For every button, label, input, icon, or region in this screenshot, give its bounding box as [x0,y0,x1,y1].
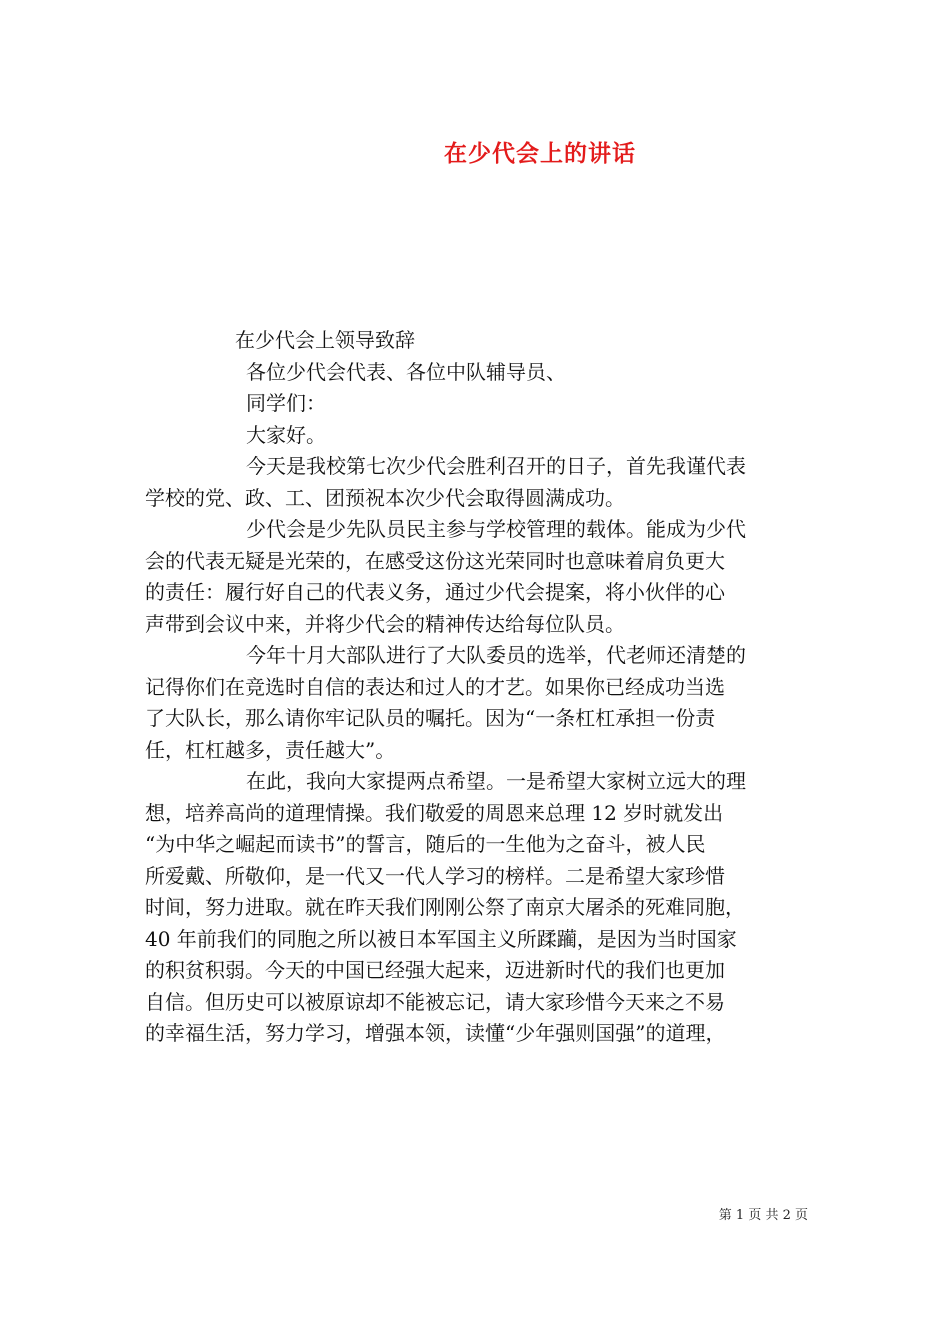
paragraph-1: 今天是我校第七次少代会胜利召开的日子，首先我谨代表 学校的党、政、工、团预祝本次少代会取得圆满成功。 [145,454,746,510]
salutation-line-1: 各位少代会代表、各位中队辅导员、 [246,359,566,384]
paragraph-4: 在此，我向大家提两点希望。一是希望大家树立远大的理 想，培养高尚的道理情操。我们敬爱的周恩来总理 12 岁时就发出 “为中华之崛起而读书”的誓言，随后的一生他为之奋斗，被人民 所爱戴、所敬仰，是一代又一代人学习的榜样。二是希望大家珍惜 时间，努力进取。就在昨天我们刚刚公祭了南京大屠杀的死难同胞， 40 年前我们的同胞之所以被日本军国主义所蹂躏，是因为当时国家 的积贫积弱。今天的中国已经强大起来，迈进新时代的我们也更加 自信。但历史可以被原谅却不能被忘记，请大家珍惜今天来之不易 的幸福生活，努力学习，增强本领，读懂“少年强则国强”的道理， [145,769,746,1045]
paragraph-2: 少代会是少先队员民主参与学校管理的载体。能成为少代 会的代表无疑是光荣的，在感受这份这光荣同时也意味着肩负更大 的责任：履行好自己的代表义务，通过少代会提案，将小伙伴的心 声带到会议中来，并将少代会的精神传达给每位队员。 [145,517,746,636]
page-number-footer: 第 1 页 共 2 页 [718,1208,808,1223]
heading-line: 在少代会上领导致辞 [235,328,415,352]
document-body [145,325,813,1050]
greeting-line: 大家好。 [246,422,326,447]
paragraph-3: 今年十月大部队进行了大队委员的选举，代老师还清楚的 记得你们在竞选时自信的表达和过人的才艺。如果你已经成功当选 了大队长，那么请你牢记队员的嘱托。因为“一条杠杠承担一份责 任，杠杠越多，责任越大”。 [145,643,746,762]
document-title: 在少代会上的讲话 [444,140,636,167]
salutation-line-2: 同学们： [246,391,326,415]
